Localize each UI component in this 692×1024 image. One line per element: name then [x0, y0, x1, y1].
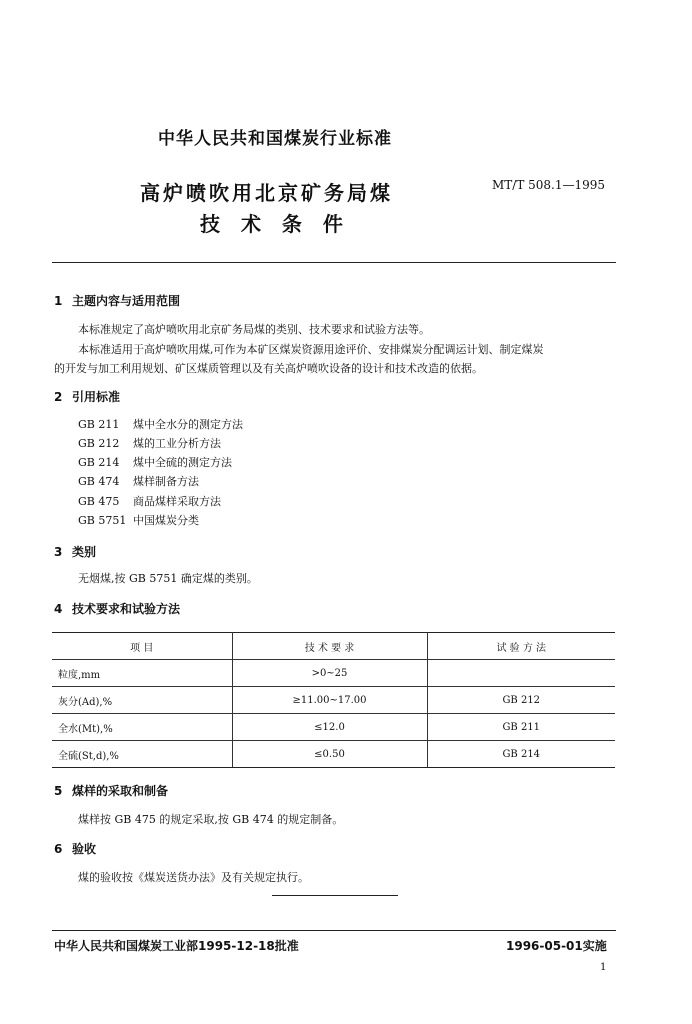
document-title-line1: 高炉喷吹用北京矿务局煤 [140, 181, 393, 205]
section-1-heading [54, 292, 180, 309]
table-cell-method: GB 212 [427, 687, 615, 714]
standard-number: MT/T 508.1—1995 [492, 178, 606, 192]
table-cell-method: GB 214 [427, 741, 615, 768]
table-row [52, 660, 615, 687]
reference-code: GB 5751 [78, 514, 127, 527]
section-number: 1 [54, 294, 63, 308]
section-title: 引用标准 [72, 390, 121, 404]
section-title: 类别 [72, 545, 97, 559]
section-6-para: 煤的验收按《煤炭送货办法》及有关规定执行。 [78, 871, 309, 884]
reference-name: 煤的工业分析方法 [133, 437, 221, 450]
table-row [52, 741, 615, 768]
approval-statement: 中华人民共和国煤炭工业部1995-12-18批准 [54, 939, 299, 953]
section-title: 验收 [72, 842, 97, 856]
section-3-heading [54, 543, 96, 560]
table-cell-method: GB 211 [427, 714, 615, 741]
table-row [52, 687, 615, 714]
reference-item [78, 512, 199, 528]
section-1-para2-line1: 本标准适用于高炉喷吹用煤,可作为本矿区煤炭资源用途评价、安排煤炭分配调运计划、制定煤炭 [78, 343, 544, 356]
table-header-requirement: 技 术 要 求 [232, 633, 427, 660]
reference-code: GB 212 [78, 437, 120, 450]
section-number: 6 [54, 842, 63, 856]
section-1-para2-line2: 的开发与加工利用规划、矿区煤质管理以及有关高炉喷吹设备的设计和技术改造的依据。 [54, 362, 483, 375]
implementation-date: 1996-05-01实施 [506, 939, 607, 953]
reference-name: 商品煤样采取方法 [133, 495, 221, 508]
reference-code: GB 475 [78, 495, 120, 508]
section-3-para: 无烟煤,按 GB 5751 确定煤的类别。 [78, 572, 258, 585]
table-cell-requirement: ≥11.00~17.00 [232, 687, 427, 714]
section-number: 5 [54, 784, 63, 798]
table-cell-method [427, 660, 615, 687]
industry-standard-heading: 中华人民共和国煤炭行业标准 [158, 129, 392, 149]
page-number: 1 [600, 962, 607, 973]
reference-item [78, 493, 221, 509]
reference-name: 中国煤炭分类 [133, 514, 199, 527]
section-title: 主题内容与适用范围 [72, 294, 181, 308]
reference-code: GB 211 [78, 418, 120, 431]
document-title-line2: 技 术 条 件 [200, 212, 343, 236]
reference-item [78, 473, 199, 489]
section-title: 煤样的采取和制备 [72, 784, 169, 798]
table-row [52, 714, 615, 741]
reference-code: GB 214 [78, 456, 120, 469]
table-cell-item: 粒度,mm [52, 660, 232, 687]
section-number: 3 [54, 545, 63, 559]
table-cell-item: 全水(Mt),% [52, 714, 232, 741]
section-1-para1: 本标准规定了高炉喷吹用北京矿务局煤的类别、技术要求和试验方法等。 [78, 323, 430, 336]
end-marker-rule [272, 895, 398, 896]
section-number: 4 [54, 602, 63, 616]
table-cell-requirement: >0~25 [232, 660, 427, 687]
section-6-heading [54, 840, 96, 857]
section-number: 2 [54, 390, 63, 404]
reference-item [78, 454, 232, 470]
spec-table [52, 632, 615, 768]
footer-divider [52, 930, 616, 931]
section-4-heading [54, 600, 180, 617]
table-header-row [52, 633, 615, 660]
reference-item [78, 435, 221, 451]
table-cell-requirement: ≤0.50 [232, 741, 427, 768]
reference-name: 煤中全硫的测定方法 [133, 456, 232, 469]
table-cell-item: 全硫(St,d),% [52, 741, 232, 768]
reference-item [78, 416, 243, 432]
header-divider [52, 262, 616, 263]
reference-name: 煤样制备方法 [133, 475, 199, 488]
table-cell-requirement: ≤12.0 [232, 714, 427, 741]
section-5-para: 煤样按 GB 475 的规定采取,按 GB 474 的规定制备。 [78, 813, 344, 826]
reference-name: 煤中全水分的测定方法 [133, 418, 243, 431]
section-5-heading [54, 782, 168, 799]
table-header-item: 项 目 [52, 633, 232, 660]
table-header-method: 试 验 方 法 [427, 633, 615, 660]
section-title: 技术要求和试验方法 [72, 602, 181, 616]
table-cell-item: 灰分(Ad),% [52, 687, 232, 714]
reference-code: GB 474 [78, 475, 120, 488]
section-2-heading [54, 388, 120, 405]
